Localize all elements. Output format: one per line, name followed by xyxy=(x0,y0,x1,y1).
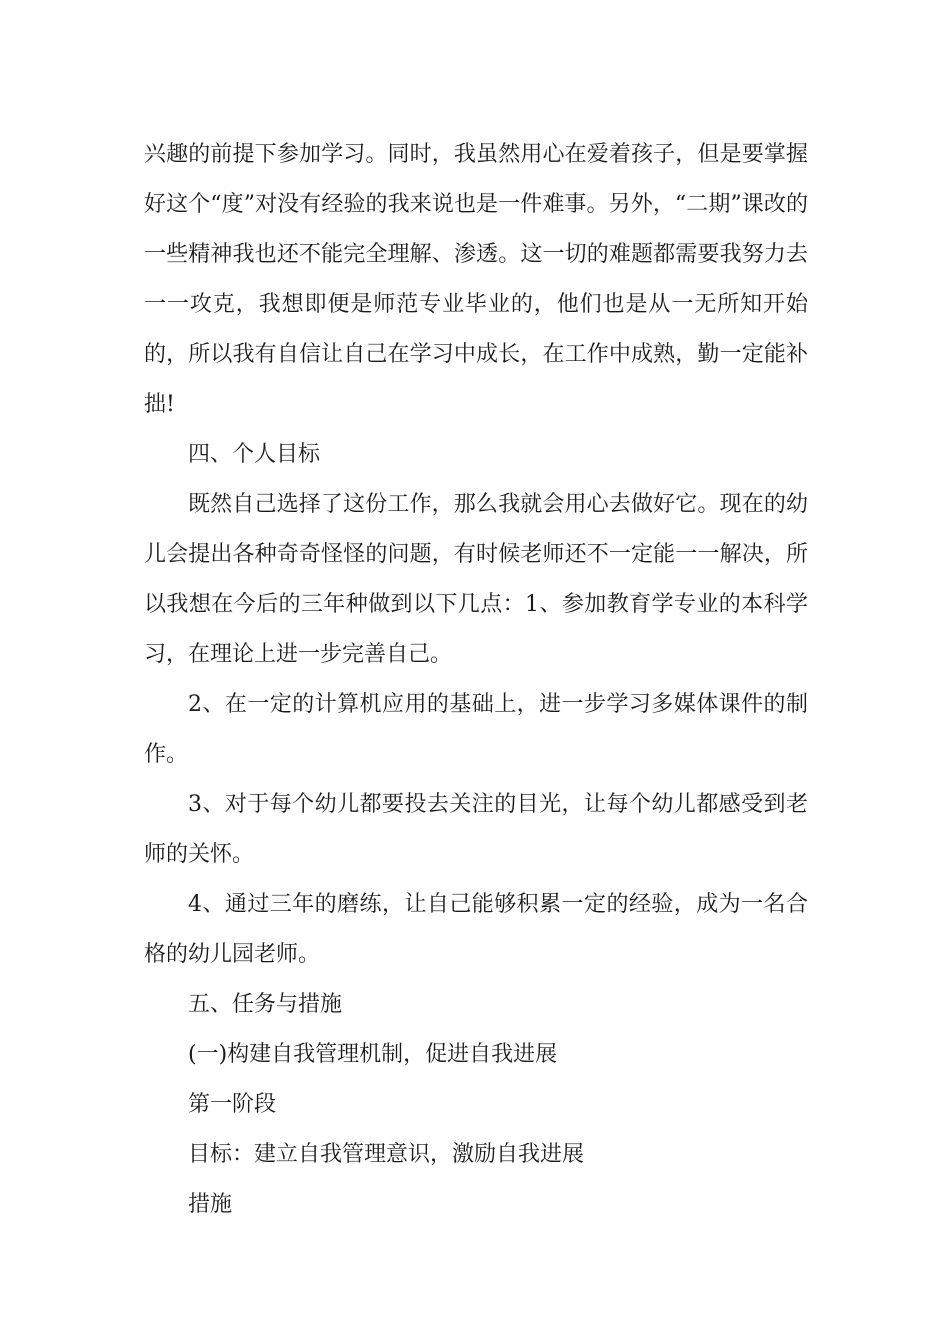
paragraph-goal-2: 2、在一定的计算机应用的基础上，进一步学习多媒体课件的制作。 xyxy=(144,692,808,767)
section-heading-tasks-measures: 五、任务与措施 xyxy=(188,992,343,1017)
paragraph-goals-intro: 既然自己选择了这份工作，那么我就会用心去做好它。现在的幼儿会提出各种奇奇怪怪的问题，有时候老师还不一定能一一解决，所以我想在今后的三年种做到以下几点：1、参加教育学专业的本科学习，在理论上进一步完善自己。 xyxy=(144,492,808,667)
paragraph-goal-4: 4、通过三年的磨练，让自己能够积累一定的经验，成为一名合格的幼儿园老师。 xyxy=(144,892,808,967)
document-body xyxy=(144,130,808,1230)
stage-goal-line: 目标：建立自我管理意识，激励自我进展 xyxy=(188,1142,585,1167)
stage-heading-first: 第一阶段 xyxy=(188,1092,277,1117)
paragraph-goal-3: 3、对于每个幼儿都要投去关注的目光，让每个幼儿都感受到老师的关怀。 xyxy=(144,792,808,867)
subsection-heading-self-management: (一)构建自我管理机制，促进自我进展 xyxy=(188,1042,558,1067)
measures-label: 措施 xyxy=(188,1192,233,1217)
paragraph-continuation: 兴趣的前提下参加学习。同时，我虽然用心在爱着孩子，但是要掌握好这个“度”对没有经验的我来说也是一件难事。另外，“二期”课改的一些精神我也还不能完全理解、渗透。这一切的难题都需要我努力去一一攻克，我想即便是师范专业毕业的，他们也是从一无所知开始的，所以我有自信让自己在学习中成长，在工作中成熟，勤一定能补拙! xyxy=(144,142,808,417)
section-heading-personal-goals: 四、个人目标 xyxy=(188,442,321,467)
